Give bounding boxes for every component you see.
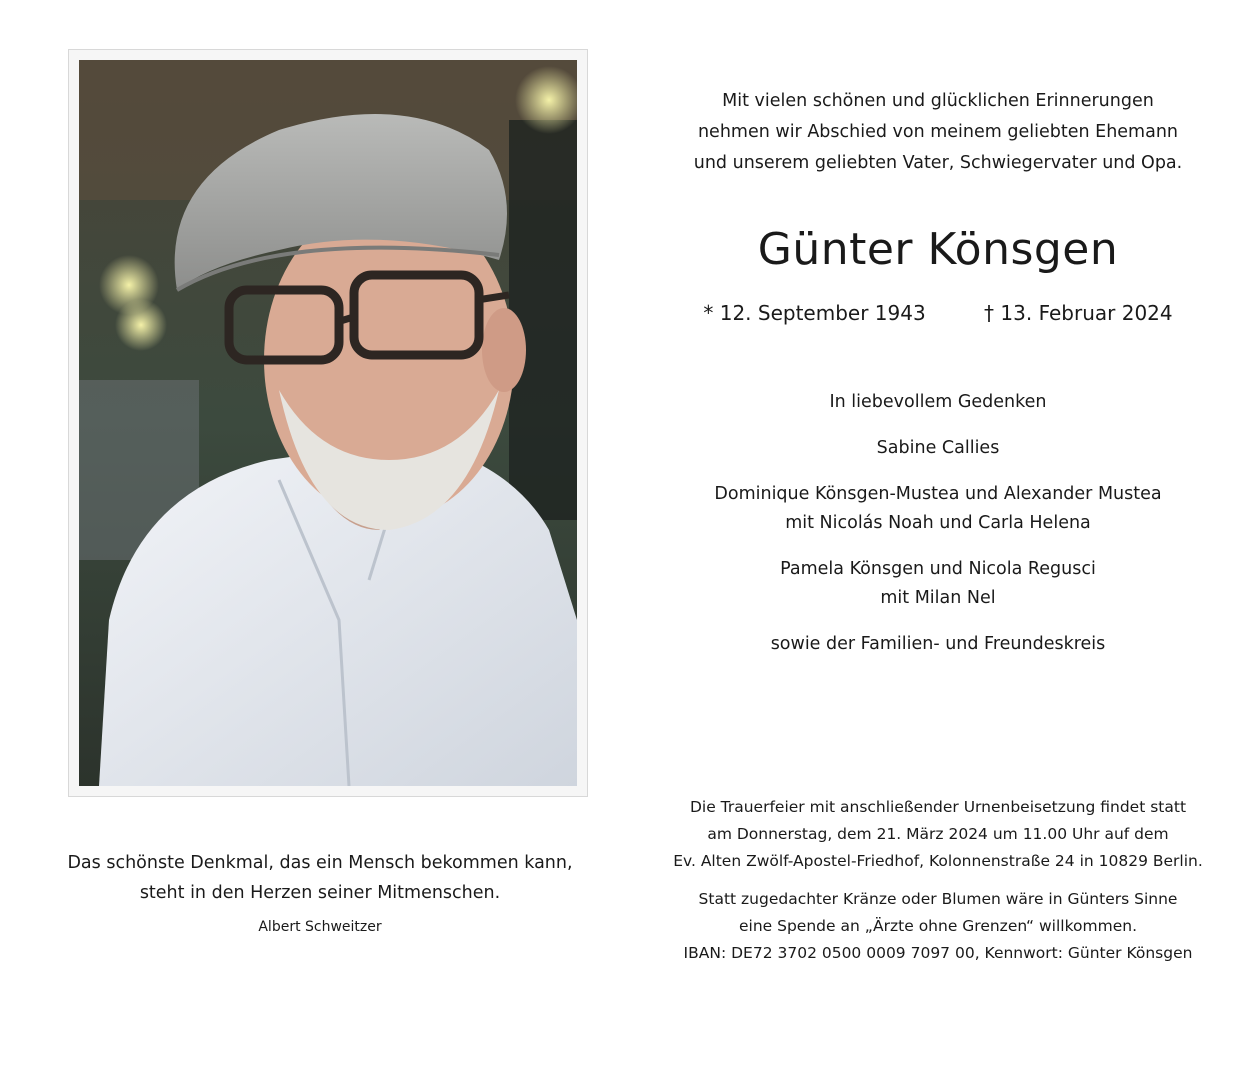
mourner-group [640, 434, 1236, 463]
intro-line: und unserem geliebten Vater, Schwiegervater und Opa. [693, 153, 1183, 173]
quote-line: steht in den Herzen seiner Mitmenschen. [139, 883, 501, 903]
intro-line: Mit vielen schönen und glücklichen Erinnerungen [722, 91, 1154, 111]
mourner-line: mit Milan Nel [880, 588, 996, 608]
birth-date: * 12. September 1943 [703, 301, 926, 325]
remembrance-line: In liebevollem Gedenken [829, 392, 1047, 412]
intro-line: nehmen wir Abschied von meinem geliebten Ehemann [697, 122, 1179, 142]
mourner-group [640, 555, 1236, 613]
death-date: † 13. Februar 2024 [984, 301, 1173, 325]
quote [40, 848, 600, 908]
donation-paragraph [640, 886, 1236, 967]
donation-line: IBAN: DE72 3702 0500 0009 7097 00, Kennwort: Günter Könsgen [683, 944, 1193, 962]
donation-line: Statt zugedachter Kränze oder Blumen wäre in Günters Sinne [698, 890, 1178, 908]
mourner-line: Pamela Könsgen und Nicola Regusci [780, 559, 1096, 579]
mourners-section [640, 388, 1236, 676]
ceremony-line: Die Trauerfeier mit anschließender Urnenbeisetzung findet statt [689, 798, 1187, 816]
portrait-photo [79, 60, 577, 786]
portrait-illustration [79, 60, 577, 786]
mourner-line: mit Nicolás Noah und Carla Helena [785, 513, 1091, 533]
quote-author: Albert Schweitzer [258, 919, 382, 935]
service-info [640, 794, 1236, 978]
ceremony-line: am Donnerstag, dem 21. März 2024 um 11.00 Uhr auf dem [707, 825, 1169, 843]
ceremony-paragraph [640, 794, 1236, 875]
mourner-line: Sabine Callies [876, 438, 1000, 458]
intro-text [640, 86, 1236, 179]
mourner-line: Dominique Könsgen-Mustea und Alexander Mustea [714, 484, 1162, 504]
life-dates [640, 298, 1236, 328]
mourner-group [640, 480, 1236, 538]
deceased-name: Günter Könsgen [757, 224, 1119, 275]
mourner-group [640, 630, 1236, 659]
quote-line: Das schönste Denkmal, das ein Mensch bekommen kann, [67, 853, 573, 873]
ceremony-line: Ev. Alten Zwölf-Apostel-Friedhof, Kolonnenstraße 24 in 10829 Berlin. [673, 852, 1203, 870]
portrait-frame [68, 49, 588, 797]
mourner-line: sowie der Familien- und Freundeskreis [770, 634, 1106, 654]
donation-line: eine Spende an „Ärzte ohne Grenzen“ willkommen. [739, 917, 1137, 935]
